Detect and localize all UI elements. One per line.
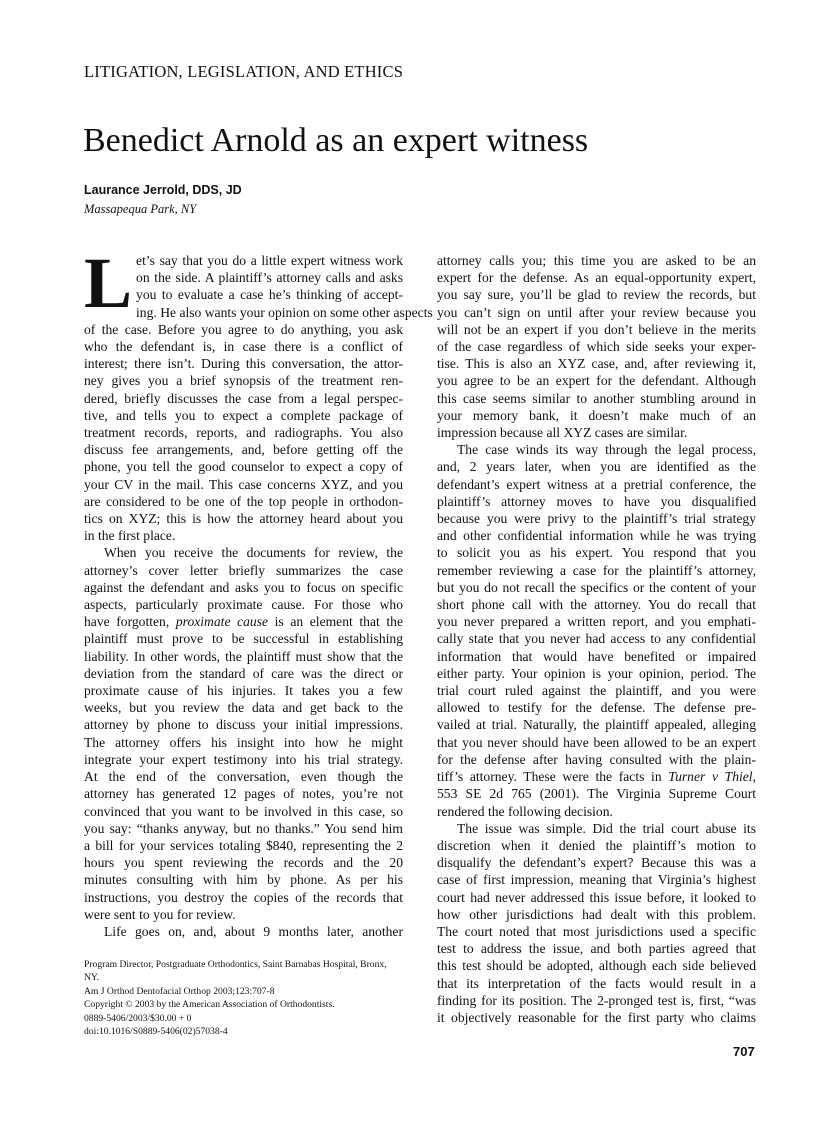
text-line: dered, briefly discusses the case from a legal perspec- (84, 390, 403, 406)
text-line: you say sure, you’ll be glad to review the records, but (437, 287, 756, 303)
text-line: your CV in the mail. This case concerns XYZ, and you (84, 476, 403, 492)
text-line: defendant’s expert witness at a pretrial conference, the (437, 476, 756, 492)
text-line: integrate your expert testimony into his trial strategy. (84, 751, 403, 767)
text-line: attorney calls you; this time you are asked to be an (437, 253, 756, 268)
text-line: this case seems similar to another stumbling around in (437, 390, 756, 406)
text-line: against the defendant and asks you to focus on specific (84, 579, 403, 595)
text-line: and other confidential information while he was trying (437, 528, 756, 544)
text-line: either party. Your opinion is your opinion, period. The (437, 665, 756, 681)
text-line: case of first impression, meaning that Virginia’s highest (437, 872, 756, 888)
text-line: and, 2 years later, when you are identified as the (437, 459, 756, 475)
text-line: At the end of the conversation, even though the (84, 769, 403, 785)
text-line: allowed to testify for the defense. The defense pre- (437, 700, 756, 716)
text-line: court had never addressed this issue before, it looked to (437, 889, 756, 905)
text-line: information that would have benefited or impaired (437, 648, 756, 664)
paragraph (437, 252, 756, 441)
text-line: who the defendant is, in case there is a conflict of (84, 339, 403, 355)
text-line: attorney’s cover letter briefly summarizes the case (84, 562, 403, 578)
text-line: impression because all XYZ cases are similar. (437, 425, 688, 441)
text-line: your memory bank, it doesn’t make much of an (437, 407, 756, 423)
text-line: The case winds its way through the legal process, (457, 442, 756, 458)
text-line: treatment records, reports, and radiographs. You also (84, 425, 403, 441)
text-line: it objectively reasonable for the first party who claims (437, 1009, 756, 1025)
italic-term: proximate cause (175, 614, 269, 630)
text-line: that its interpretation of the facts would result in a (437, 975, 756, 991)
text-line: on the side. A plaintiff’s attorney calls and asks (136, 270, 403, 286)
text-line: liability. In other words, the plaintiff must show that the (84, 648, 403, 664)
author-affiliation: Massapequa Park, NY (84, 202, 197, 216)
text-line: test to address the issue, and both parties agreed that (437, 941, 756, 957)
text-line: phone, you tell the good counselor to expect a copy of (84, 459, 403, 475)
footnote-line: NY. (84, 972, 100, 984)
text-line: instructions, you destroy the copies of the records that (84, 889, 403, 905)
text-line: will not be an expert if you don’t believe in the merits (437, 321, 756, 337)
text-line: weeks, but you review the data and get back to the (84, 700, 403, 716)
text-line: trial court ruled against the plaintiff, and you were (437, 683, 756, 699)
text-line: that you never should have been allowed to be an expert (437, 734, 756, 750)
text-line: attorney has generated 12 pages of notes, you’re not (84, 786, 403, 802)
right-column-body (437, 252, 756, 1026)
text-line: short phone call with the attorney. You do recall that (437, 597, 756, 613)
text-line: rendered the following decision. (437, 803, 613, 819)
text-line: this test should be adopted, although each side believed (437, 958, 756, 974)
text-line: minutes consulting with him by phone. As per his (84, 872, 403, 888)
text-line: attorney by phone to discuss your initial impressions. (84, 717, 403, 733)
right-column (437, 252, 756, 1026)
text-line: you agree to be an expert for the defendant. Although (437, 373, 756, 389)
page-number: 707 (733, 1044, 755, 1059)
text-line: When you receive the documents for review, the (104, 545, 403, 561)
text-line: finding for its position. The 2-pronged test is, first, “was (437, 992, 756, 1008)
text-line: ney gives you a brief synopsis of the treatment ren- (84, 373, 403, 389)
text-line: aspects, particularly proximate cause. For those who (84, 597, 403, 613)
text-line: deviation from the standard of care was the direct or (84, 665, 403, 681)
footnote-line: Am J Orthod Dentofacial Orthop 2003;123:707-8 (84, 985, 275, 997)
text-line: The attorney offers his insight into how he might (84, 734, 403, 750)
text-line: vailed at trial. Naturally, the plaintiff appealed, alleging (437, 717, 756, 733)
text-line: a bill for your services totaling $840, representing the 2 (84, 837, 403, 853)
text-line: because you were privy to the plaintiff’s trial strategy (437, 511, 756, 527)
left-column (84, 243, 433, 940)
text-line: how other jurisdictions had dealt with this problem. (437, 906, 756, 922)
paragraph (437, 441, 756, 819)
text-line: disqualify the defendant’s expert? Because this was a (437, 855, 756, 871)
text-line: hours you spent reviewing the records and the 20 (84, 855, 403, 871)
paragraph (84, 923, 403, 940)
text-line: plaintiff must prove to be successful in establishing (84, 631, 403, 647)
text-line: tics on XYZ; this is how the attorney heard about you (84, 511, 403, 527)
paragraph (84, 544, 403, 922)
footnote-line: doi:10.1016/S0889-5406(02)57038-4 (84, 1026, 228, 1038)
text-line: you say: “thanks anyway, but no thanks.” You send him (84, 820, 403, 836)
text-line: et’s say that you do a little expert witness work (136, 253, 403, 268)
text-line: have forgotten, proximate cause is an element that the (84, 614, 403, 630)
paragraph (437, 820, 756, 1026)
text-line: interest; there isn’t. During this conversation, the attor- (84, 356, 403, 372)
text-line: you can’t sign on until after your review because you (437, 304, 756, 320)
text-line: The issue was simple. Did the trial court abuse its (457, 820, 756, 836)
text-line: you to evaluate a case he’s thinking of accept- (136, 287, 403, 303)
text-line: remember reviewing a case for the plaintiff’s attorney, (437, 562, 756, 578)
text-line: to solicit you as his expert. You respond that you (437, 545, 756, 561)
text-line: tiff’s attorney. These were the facts in Turner v Thiel, (437, 769, 756, 785)
text-line: for the defense after having consulted with the plain- (437, 751, 756, 767)
text-line: in the first place. (84, 528, 176, 544)
text-line: The court noted that most jurisdictions used a specific (437, 923, 756, 939)
text-line: expert for the defense. As an equal-opportunity expert, (437, 270, 756, 286)
text-line: tise. This is also an XYZ case, and, after reviewing it, (437, 356, 756, 372)
text-line: cally state that you never had access to any confidential (437, 631, 756, 647)
drop-cap: L (84, 243, 133, 323)
footnote-line: 0889-5406/2003/$30.00 + 0 (84, 1012, 192, 1024)
text-line: convinced that you want to be involved in this case, so (84, 803, 403, 819)
author-name: Laurance Jerrold, DDS, JD (84, 183, 242, 197)
footnote (84, 958, 404, 1038)
text-line: discuss fee arrangements, and, before getting off the (84, 442, 403, 458)
text-line: proximate cause of his injuries. It takes you a few (84, 683, 403, 699)
footnote-line: Copyright © 2003 by the American Association of Orthodontists. (84, 999, 335, 1011)
left-column-body (84, 243, 433, 940)
text-line: of the case. Before you agree to do anything, you ask (84, 321, 403, 337)
italic-term: Turner v Thiel (668, 769, 753, 785)
text-line: of the case regardless of which side seeks your exper- (437, 339, 756, 355)
text-line: are considered to be one of the top people in orthodon- (84, 493, 403, 509)
text-line: 553 SE 2d 765 (2001). The Virginia Supreme Court (437, 786, 756, 802)
article-title: Benedict Arnold as an expert witness (83, 122, 589, 159)
text-line: discretion when it denied the plaintiff’s motion to (437, 837, 756, 853)
footnote-line: Program Director, Postgraduate Orthodontics, Saint Barnabas Hospital, Bronx, (84, 959, 387, 970)
text-line: you never prepared a written report, and you emphati- (437, 614, 756, 630)
section-heading: LITIGATION, LEGISLATION, AND ETHICS (84, 62, 404, 81)
text-line: were sent to you for review. (84, 906, 236, 922)
text-line: Life goes on, and, about 9 months later, another (104, 923, 403, 939)
text-line: ing. He also wants your opinion on some other aspects (136, 304, 433, 320)
text-line: plaintiff’s attorney moves to have you disqualified (437, 493, 756, 509)
text-line: tive, and tells you to expect a complete package of (84, 407, 403, 423)
text-line: but you do not recall the specifics or the content of your (437, 579, 756, 595)
